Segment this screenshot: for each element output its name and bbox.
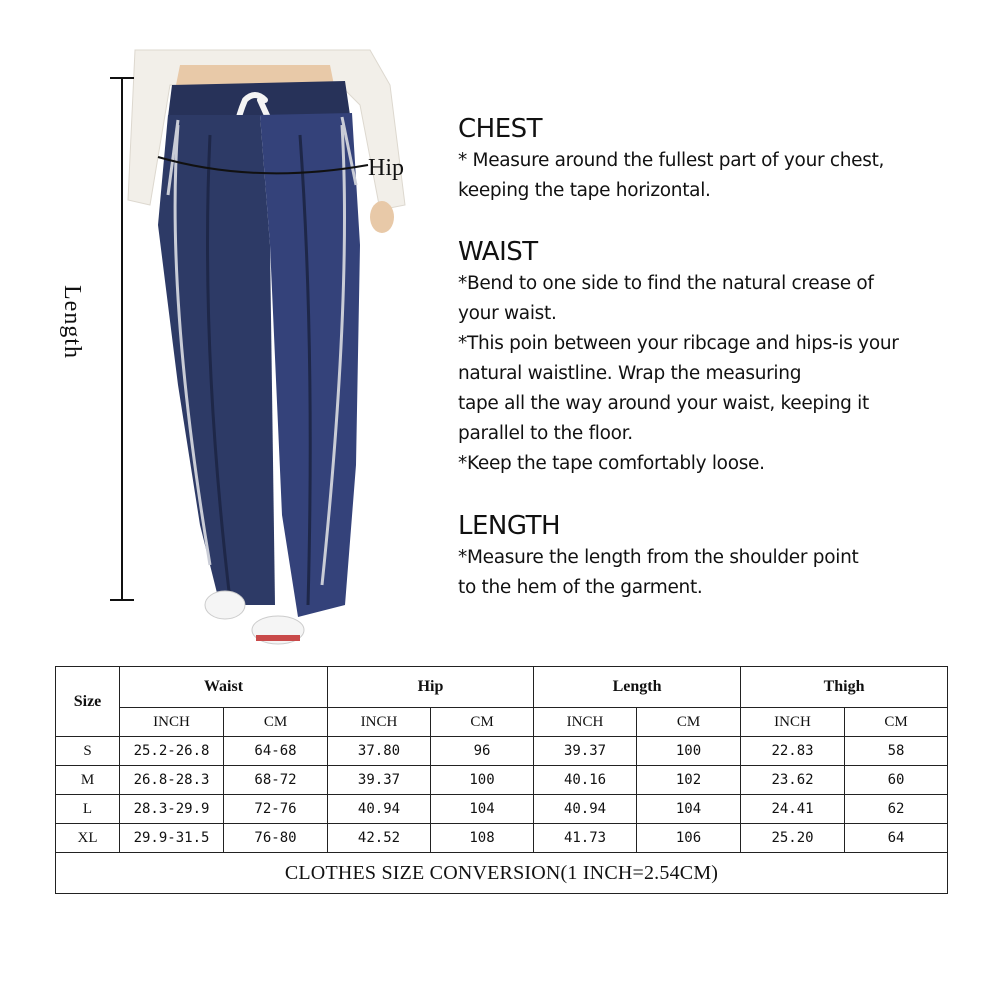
unit-header: CM [845,708,948,737]
group-header-hip: Hip [328,667,534,708]
data-cell: 104 [431,795,534,824]
data-cell: 37.80 [328,737,431,766]
data-cell: 29.9-31.5 [120,824,224,853]
data-cell: 39.37 [328,766,431,795]
data-cell: 25.2-26.8 [120,737,224,766]
size-cell: L [56,795,120,824]
length-section [458,509,958,603]
data-cell: 62 [845,795,948,824]
size-cell: S [56,737,120,766]
data-cell: 40.94 [534,795,637,824]
table-header-row [56,667,948,708]
chest-section [458,112,958,206]
table-footer-row [56,853,948,894]
data-cell: 64 [845,824,948,853]
waist-line: natural waistline. Wrap the measuring [458,363,802,384]
data-cell: 41.73 [534,824,637,853]
size-cell: M [56,766,120,795]
waist-line: your waist. [458,303,557,324]
data-cell: 104 [637,795,741,824]
data-cell: 68-72 [224,766,328,795]
chest-line: keeping the tape horizontal. [458,180,711,201]
data-cell: 28.3-29.9 [120,795,224,824]
data-cell: 64-68 [224,737,328,766]
unit-header: CM [431,708,534,737]
data-cell: 76-80 [224,824,328,853]
data-cell: 24.41 [741,795,845,824]
data-cell: 72-76 [224,795,328,824]
data-cell: 100 [431,766,534,795]
hip-label: Hip [368,155,404,181]
size-chart-table [55,666,948,894]
conversion-note: CLOTHES SIZE CONVERSION(1 INCH=2.54CM) [56,853,948,894]
size-cell: XL [56,824,120,853]
data-cell: 26.8-28.3 [120,766,224,795]
unit-header: INCH [534,708,637,737]
data-cell: 96 [431,737,534,766]
waist-line: tape all the way around your waist, keeping it [458,393,869,414]
waist-line: *Keep the tape comfortably loose. [458,453,765,474]
unit-header-row [56,708,948,737]
length-heading: LENGTH [458,511,561,541]
data-cell: 40.94 [328,795,431,824]
pants-illustration [60,45,440,655]
unit-header: INCH [120,708,224,737]
group-header-waist: Waist [120,667,328,708]
waist-heading: WAIST [458,237,538,267]
length-line: to the hem of the garment. [458,577,703,598]
data-cell: 22.83 [741,737,845,766]
data-cell: 102 [637,766,741,795]
chest-line: * Measure around the fullest part of your chest, [458,150,885,171]
unit-header: CM [637,708,741,737]
table-row [56,766,948,795]
table-row [56,824,948,853]
length-line: *Measure the length from the shoulder point [458,547,859,568]
waist-line: parallel to the floor. [458,423,633,444]
unit-header: INCH [328,708,431,737]
group-header-length: Length [534,667,741,708]
data-cell: 25.20 [741,824,845,853]
unit-header: INCH [741,708,845,737]
data-cell: 39.37 [534,737,637,766]
waist-line: *Bend to one side to find the natural crease of [458,273,874,294]
unit-header: CM [224,708,328,737]
waist-line: *This poin between your ribcage and hips-is your [458,333,899,354]
data-cell: 40.16 [534,766,637,795]
chest-heading: CHEST [458,114,543,144]
table-row [56,795,948,824]
length-label: Length [59,285,85,359]
data-cell: 100 [637,737,741,766]
product-photo [60,45,440,655]
waist-section [458,235,958,479]
data-cell: 23.62 [741,766,845,795]
data-cell: 108 [431,824,534,853]
data-cell: 58 [845,737,948,766]
table-row [56,737,948,766]
data-cell: 106 [637,824,741,853]
data-cell: 42.52 [328,824,431,853]
size-header: Size [56,667,120,737]
group-header-thigh: Thigh [741,667,948,708]
data-cell: 60 [845,766,948,795]
